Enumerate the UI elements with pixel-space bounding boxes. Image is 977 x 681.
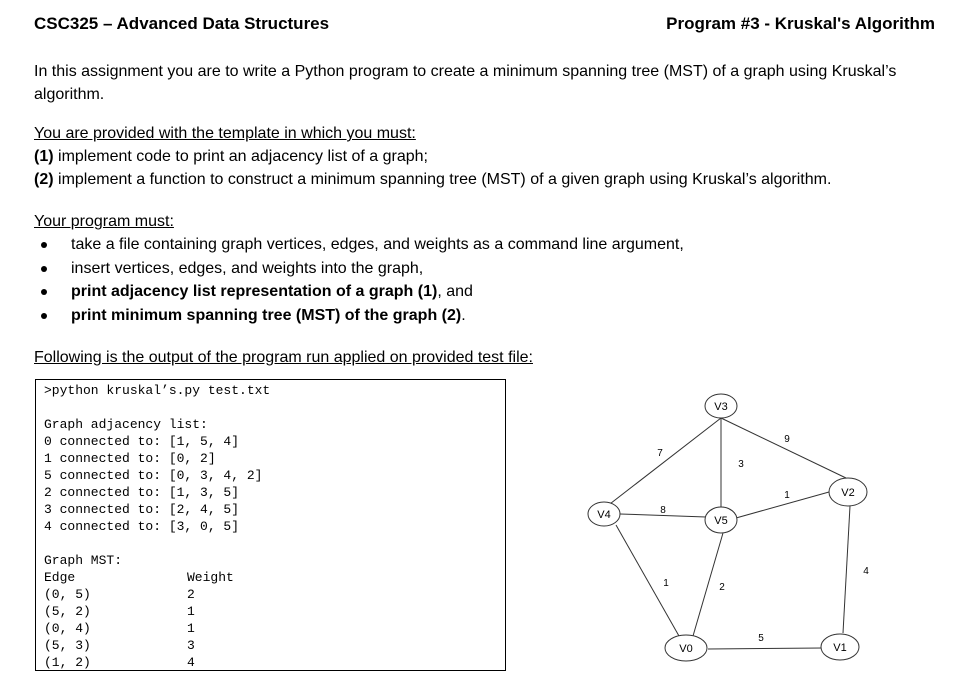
vertex-label: V1 [833, 642, 847, 654]
course-title: CSC325 – Advanced Data Structures [34, 14, 330, 33]
program-title: Program #3 - Kruskal's Algorithm [666, 14, 935, 33]
edge-v4-v0 [616, 525, 679, 636]
edge-v5-v2 [736, 492, 829, 518]
mst-edge: (0, 5) [44, 587, 91, 602]
edge-weight: 8 [660, 505, 666, 516]
edge-weight: 7 [657, 448, 663, 459]
mst-edge: (0, 4) [44, 621, 91, 636]
adjacency-line: 0 connected to: [1, 5, 4] [44, 434, 240, 449]
mst-weight: 3 [187, 638, 195, 653]
template-item: (1) implement code to print an adjacency list of a graph; [34, 148, 428, 165]
mst-title: Graph MST: [44, 553, 123, 568]
edge-v2-v1 [843, 506, 850, 633]
list-item: print adjacency list representation of a graph (1), and [34, 280, 684, 304]
edge-weight: 2 [719, 582, 725, 593]
mst-weight: 1 [187, 621, 195, 636]
adjacency-line: 3 connected to: [2, 4, 5] [44, 502, 240, 517]
mst-weight: 2 [187, 587, 195, 602]
edge-weight: 4 [863, 566, 869, 577]
edge-weight: 9 [784, 434, 790, 445]
template-heading: You are provided with the template in which you must: [34, 125, 416, 142]
edge-weight: 3 [738, 459, 744, 470]
edge-v4-v3 [606, 418, 721, 507]
intro-paragraph: In this assignment you are to write a Python program to create a minimum spanning tree (MST) of a graph using Kruskal’s algorithm. [34, 63, 897, 103]
vertex-label: V0 [679, 643, 693, 655]
mst-edge: (1, 2) [44, 655, 91, 670]
vertex-label: V2 [841, 487, 855, 499]
adjacency-line: 1 connected to: [0, 2] [44, 451, 216, 466]
mst-edge: (5, 3) [44, 638, 91, 653]
vertex-label: V3 [714, 401, 728, 413]
program-heading: Your program must: [34, 213, 174, 230]
adjacency-title: Graph adjacency list: [44, 417, 208, 432]
vertex-label: V5 [714, 515, 728, 527]
template-item: (2) implement a function to construct a minimum spanning tree (MST) of a given graph using Kruskal’s algorithm. [34, 171, 832, 188]
command-line: >python kruskal’s.py test.txt [44, 383, 271, 398]
list-item: take a file containing graph vertices, edges, and weights as a command line argument, [34, 233, 684, 257]
mst-edge-header: Edge [44, 570, 76, 585]
mst-edge: (5, 2) [44, 604, 91, 619]
mst-weight-header: Weight [187, 570, 234, 585]
vertex-label: V4 [597, 509, 611, 521]
edge-v0-v1 [708, 648, 823, 649]
list-item: print minimum spanning tree (MST) of the graph (2). [34, 304, 684, 328]
adjacency-line: 5 connected to: [0, 3, 4, 2] [44, 468, 263, 483]
list-item: insert vertices, edges, and weights into the graph, [34, 257, 684, 281]
adjacency-line: 2 connected to: [1, 3, 5] [44, 485, 240, 500]
edge-weight: 1 [663, 578, 669, 589]
edge-weight: 1 [784, 490, 790, 501]
mst-weight: 1 [187, 604, 195, 619]
edge-weight: 5 [758, 633, 764, 644]
mst-weight: 4 [187, 655, 195, 670]
output-heading: Following is the output of the program run applied on provided test file: [34, 349, 533, 366]
adjacency-line: 4 connected to: [3, 0, 5] [44, 519, 240, 534]
